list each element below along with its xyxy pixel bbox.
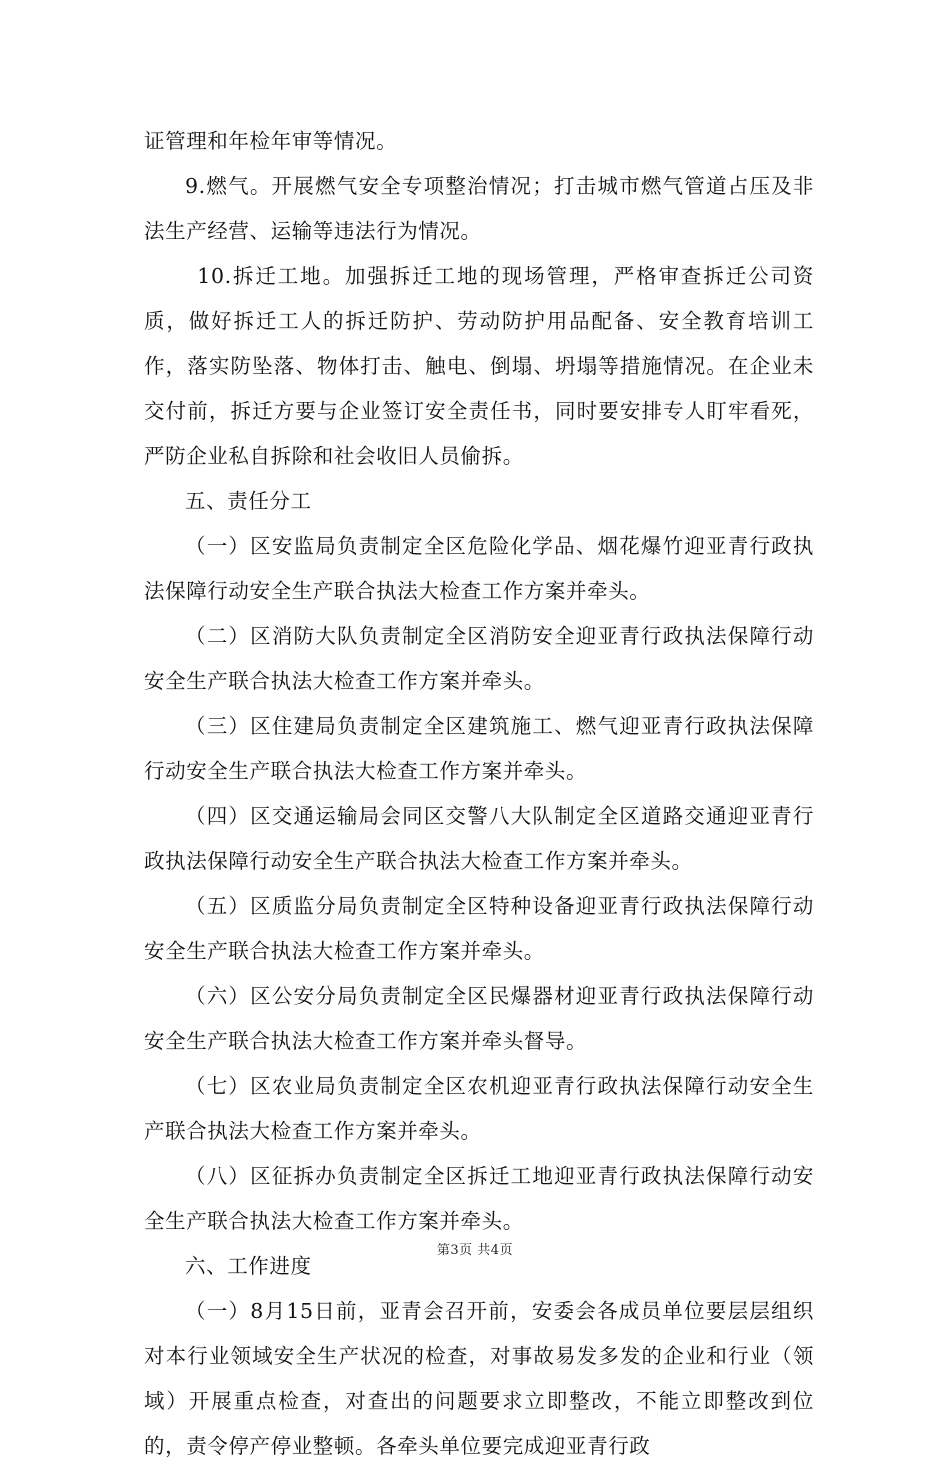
- paragraph-responsibility-8: （八）区征拆办负责制定全区拆迁工地迎亚青行政执法保障行动安全生产联合执法大检查工作方案并牵头。: [144, 1164, 814, 1233]
- document-body: [144, 119, 814, 1469]
- paragraph-responsibility-3: （三）区住建局负责制定全区建筑施工、燃气迎亚青行政执法保障行动安全生产联合执法大检查工作方案并牵头。: [144, 714, 814, 783]
- paragraph-responsibility-7: （七）区农业局负责制定全区农机迎亚青行政执法保障行动安全生产联合执法大检查工作方案并牵头。: [144, 1074, 814, 1143]
- section-heading-responsibilities: 五、责任分工: [185, 489, 312, 513]
- paragraph-responsibility-4: （四）区交通运输局会同区交警八大队制定全区道路交通迎亚青行政执法保障行动安全生产联合执法大检查工作方案并牵头。: [144, 804, 814, 873]
- page-number: 第3页 共4页: [436, 1243, 514, 1258]
- paragraph-progress-1: （一）8月15日前，亚青会召开前，安委会各成员单位要层层组织对本行业领域安全生产状况的检查，对事故易发多发的企业和行业（领域）开展重点检查，对查出的问题要求立即整改，不能立即整改到位的，责令停产停业整顿。各牵头单位要完成迎亚青行政: [144, 1299, 814, 1458]
- paragraph-item-9-gas: 9.燃气。开展燃气安全专项整治情况；打击城市燃气管道占压及非法生产经营、运输等违法行为情况。: [144, 174, 814, 243]
- page-footer: [0, 1239, 950, 1258]
- paragraph-responsibility-2: （二）区消防大队负责制定全区消防安全迎亚青行政执法保障行动安全生产联合执法大检查工作方案并牵头。: [144, 624, 814, 693]
- paragraph-responsibility-5: （五）区质监分局负责制定全区特种设备迎亚青行政执法保障行动安全生产联合执法大检查工作方案并牵头。: [144, 894, 814, 963]
- paragraph-item-10-demolition: 10.拆迁工地。加强拆迁工地的现场管理，严格审查拆迁公司资质，做好拆迁工人的拆迁防护、劳动防护用品配备、安全教育培训工作，落实防坠落、物体打击、触电、倒塌、坍塌等措施情况。在企业未交付前，拆迁方要与企业签订安全责任书，同时要安排专人盯牢看死，严防企业私自拆除和社会收旧人员偷拆。: [144, 264, 814, 468]
- paragraph-responsibility-1: （一）区安监局负责制定全区危险化学品、烟花爆竹迎亚青行政执法保障行动安全生产联合执法大检查工作方案并牵头。: [144, 534, 814, 603]
- section-heading-progress: 六、工作进度: [185, 1254, 312, 1278]
- paragraph-continuation: 证管理和年检年审等情况。: [144, 129, 398, 153]
- paragraph-responsibility-6: （六）区公安分局负责制定全区民爆器材迎亚青行政执法保障行动安全生产联合执法大检查工作方案并牵头督导。: [144, 984, 814, 1053]
